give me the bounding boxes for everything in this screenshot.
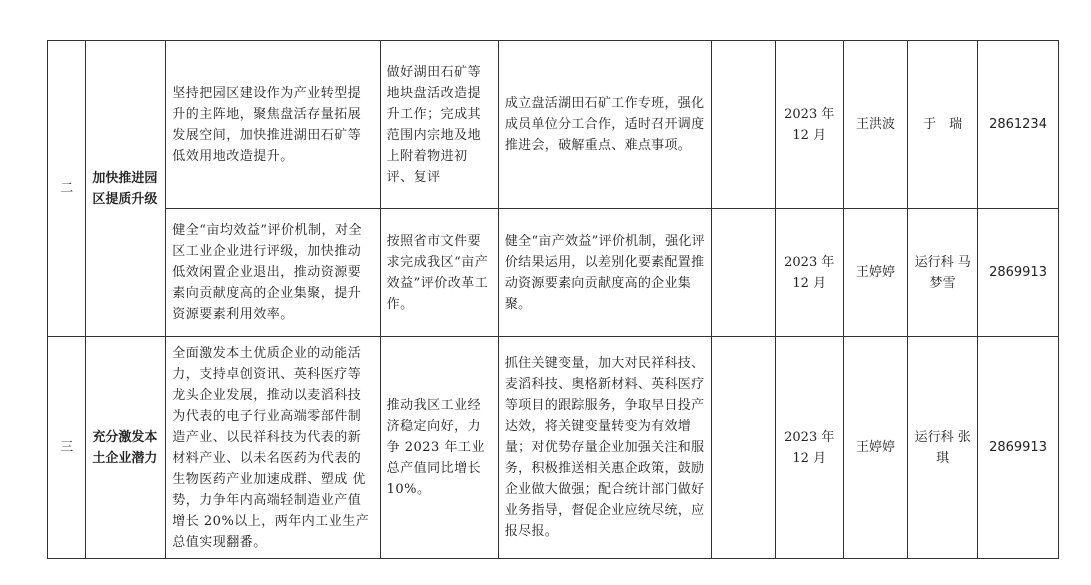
task-goal: 做好湖田石矿等地块盘活改造提升工作；完成其范围内宗地及地上附着物进初评、复评 xyxy=(380,41,498,209)
empty-cell xyxy=(712,209,776,337)
task-name: 加快推进园区提质升级 xyxy=(86,41,166,337)
task-content: 健全“亩均效益”评价机制，对全区工业企业进行评级，加快推动低效闲置企业退出，推动资源要素向贡献度高的企业集聚，提升资源要素利用效率。 xyxy=(166,209,380,337)
deadline: 2023 年 12 月 xyxy=(775,209,843,337)
task-goal: 推动我区工业经济稳定向好，力争 2023 年工业总产值同比增长 10%。 xyxy=(380,337,498,559)
empty-cell xyxy=(712,337,776,559)
contact-phone: 2861234 xyxy=(978,41,1059,209)
deadline: 2023 年 12 月 xyxy=(775,337,843,559)
task-measure: 抓住关键变量，加大对民祥科技、麦滔科技、奥格新材料、英科医疗等项目的跟踪服务，争取早日投产达效，将关键变量转变为有效增量；对优势存量企业加强关注和服务，积极推送相关惠企政策，鼓励企业做大做强；配合统计部门做好业务指导，督促企业应统尽统，应报尽报。 xyxy=(498,337,711,559)
table-row xyxy=(48,41,1059,209)
row-number: 二 xyxy=(48,41,86,337)
responsible-person: 运行科 马梦雪 xyxy=(908,209,978,337)
task-name: 充分激发本土企业潜力 xyxy=(86,337,166,559)
empty-cell xyxy=(712,41,776,209)
responsible-person: 于 瑞 xyxy=(908,41,978,209)
task-content: 全面激发本土优质企业的动能活力，支持卓创资讯、英科医疗等龙头企业发展，推动以麦滔科技为代表的电子行业高端零部件制造产业、以民祥科技为代表的新材料产业、以未名医药为代表的生物医药产业加速成群、塑成 优势，力争年内高端轻制造业产值增长 20%以上，两年内工业生产总值实现翻番。 xyxy=(166,337,380,559)
contact-phone: 2869913 xyxy=(978,337,1059,559)
row-number: 三 xyxy=(48,337,86,559)
task-table xyxy=(47,40,1059,559)
responsible-person: 运行科 张 琪 xyxy=(908,337,978,559)
task-goal: 按照省市文件要求完成我区“亩产效益”评价改革工作。 xyxy=(380,209,498,337)
deadline: 2023 年 12 月 xyxy=(775,41,843,209)
lead-official: 王洪波 xyxy=(843,41,908,209)
task-content: 坚持把园区建设作为产业转型提升的主阵地，聚焦盘活存量拓展发展空间，加快推进湖田石矿等低效用地改造提升。 xyxy=(166,41,380,209)
contact-phone: 2869913 xyxy=(978,209,1059,337)
table-row xyxy=(48,209,1059,337)
task-measure: 健全“亩产效益”评价机制，强化评价结果运用，以差别化要素配置推动资源要素向贡献度高的企业集聚。 xyxy=(498,209,711,337)
table-row xyxy=(48,337,1059,559)
task-measure: 成立盘活湖田石矿工作专班，强化成员单位分工合作，适时召开调度推进会，破解重点、难点事项。 xyxy=(498,41,711,209)
lead-official: 王婷婷 xyxy=(843,337,908,559)
lead-official: 王婷婷 xyxy=(843,209,908,337)
